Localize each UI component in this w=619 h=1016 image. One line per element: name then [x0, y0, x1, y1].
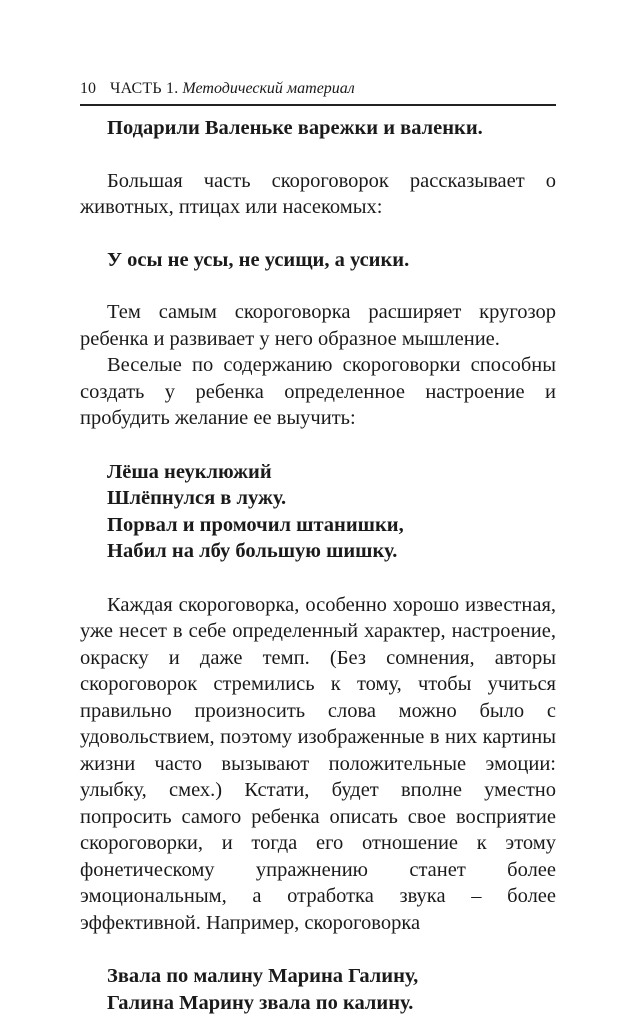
- paragraph-kругозор: Тем самым скороговорка расширяет кругозор ребенка и развивает у него образное мышление.: [80, 299, 556, 352]
- verse-line: Галина Марину звала по калину.: [107, 990, 556, 1016]
- verse-line: Шлёпнулся в лужу.: [107, 485, 556, 512]
- page-number: 10: [80, 80, 96, 97]
- paragraph-animals: Большая часть скороговорок рассказывает о животных, птицах или насекомых:: [80, 168, 556, 221]
- section-subtitle: Методический материал: [182, 80, 354, 97]
- tongue-twister-valenki: Подарили Валеньке варежки и валенки.: [80, 115, 556, 142]
- running-header: [80, 78, 556, 106]
- verse-line: Звала по малину Марина Галину,: [107, 963, 556, 990]
- verse-lesha: [80, 459, 556, 565]
- part-label: ЧАСТЬ 1.: [110, 80, 178, 97]
- tongue-twister-osy: У осы не усы, не усищи, а усики.: [80, 247, 556, 274]
- verse-malina: [80, 963, 556, 1016]
- verse-line: Порвал и промочил штанишки,: [107, 512, 556, 539]
- verse-line: Лёша неуклюжий: [107, 459, 556, 486]
- verse-line: Набил на лбу большую шишку.: [107, 538, 556, 565]
- page-body: [80, 115, 556, 1016]
- paragraph-character: Каждая скороговорка, особенно хорошо известная, уже несет в себе определенный характер, настроение, окраску и даже темп. (Без сомнения, авторы скороговорок стремились к тому, чтобы учиться правильно произносить слова можно было с удовольствием, поэтому изображенные в них картины жизни часто вызывают положительные эмоции: улыбку, смех.) Кстати, будет вполне уместно попросить самого ребенка описать свое восприятие скороговорки, и тогда его отношение к этому фонетическому упражнению станет более эмоциональным, а отработка звука – более эффективной. Например, скороговорка: [80, 592, 556, 937]
- paragraph-mood: Веселые по содержанию скороговорки способны создать у ребенка определенное настроение и пробудить желание ее выучить:: [80, 352, 556, 432]
